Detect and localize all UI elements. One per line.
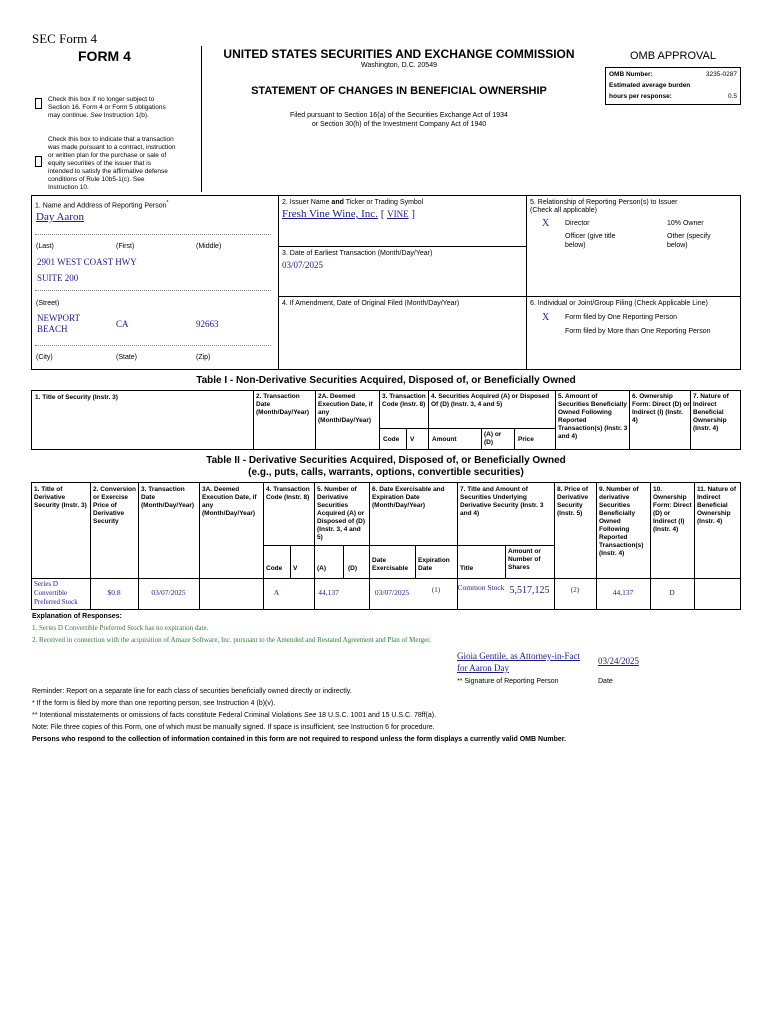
t2-row-exercisable: 03/07/2025 xyxy=(374,588,410,597)
director-mark[interactable]: X xyxy=(542,218,550,229)
one-person-label: Form filed by One Reporting Person xyxy=(565,314,678,321)
divider xyxy=(526,195,527,370)
explanation-title: Explanation of Responses: xyxy=(32,613,122,620)
t2-col-exercisable: 6. Date Exercisable and Expiration Date (Month/Day/Year) xyxy=(372,486,445,509)
relationship-label: 5. Relationship of Reporting Person(s) to Issuer xyxy=(530,199,678,206)
issuer-value: Fresh Vine Wine, Inc. [ VINE ] xyxy=(282,208,416,220)
zip-label: (Zip) xyxy=(196,354,211,361)
t1-sub-price: Price xyxy=(518,436,534,443)
t2-col-ownership-form: 10. Ownership Form: Direct (D) or Indirect (I) (Instr. 4) xyxy=(653,486,692,533)
issuer-ticker-link[interactable]: VINE xyxy=(387,209,409,219)
signature-date: 03/24/2025 xyxy=(598,656,640,666)
t2-sub-amount-shares: Amount or Number of Shares xyxy=(508,548,541,571)
t2-col-underlying: 7. Title and Amount of Securities Underlying Derivative Security (Instr. 3 and 4) xyxy=(460,486,544,517)
t1-col-tx-code: 3. Transaction Code (Instr. 8) xyxy=(382,393,426,408)
t2-col-tx-code: 4. Transaction Code (Instr. 8) xyxy=(266,486,310,501)
footnote-2: 2. Received in connection with the acquisition of Amaze Software, Inc. pursuant to the Amended and Restated Agreement and Plan of Merger. xyxy=(32,636,431,644)
commission-name: UNITED STATES SECURITIES AND EXCHANGE COMMISSION xyxy=(223,47,575,61)
omb-approval-title: OMB APPROVAL xyxy=(630,50,716,62)
divider xyxy=(35,290,271,291)
relationship-sublabel: (Check all applicable) xyxy=(530,207,597,214)
t2-sub-expiration: Expiration Date xyxy=(418,557,450,572)
first-label: (First) xyxy=(116,243,135,250)
t2-sub-title: Title xyxy=(460,565,474,572)
omb-notice: Persons who respond to the collection of information contained in this form are not required to respond unless the form displays a currently valid OMB Number. xyxy=(32,736,567,743)
t1-col-nature: 7. Nature of Indirect Beneficial Ownership (Instr. 4) xyxy=(693,393,729,432)
t2-sub-d: (D) xyxy=(348,565,358,572)
sec-form-label: SEC Form 4 xyxy=(32,31,98,46)
divider xyxy=(278,296,741,297)
one-person-mark[interactable]: X xyxy=(542,312,550,323)
divider xyxy=(35,345,271,346)
city-label: (City) xyxy=(36,354,53,361)
t2-col-nature: 11. Nature of Indirect Beneficial Ownership (Instr. 4) xyxy=(697,486,737,525)
t2-col-title: 1. Title of Derivative Security (Instr. 3) xyxy=(34,486,87,509)
zip-value: 92663 xyxy=(196,319,219,329)
omb-number-value: 3235-0287 xyxy=(705,71,737,78)
amendment-label: 4. If Amendment, Date of Original Filed (Month/Day/Year) xyxy=(282,300,460,307)
earliest-transaction-label: 3. Date of Earliest Transaction (Month/Day/Year) xyxy=(282,250,433,257)
ten-percent-owner-label: 10% Owner xyxy=(667,220,704,227)
filing-label: 6. Individual or Joint/Group Filing (Check Applicable Line) xyxy=(530,300,708,307)
t1-col-tx-date: 2. Transaction Date (Month/Day/Year) xyxy=(256,393,310,416)
t1-sub-v: V xyxy=(410,436,415,443)
reminder-text: Reminder: Report on a separate line for each class of securities beneficially owned directly or indirectly. xyxy=(32,688,352,695)
commission-location: Washington, D.C. 20549 xyxy=(360,62,437,69)
t2-row-tx-date: 03/07/2025 xyxy=(151,588,186,597)
hours-label: hours per response: xyxy=(609,93,672,100)
table2-title: Table II - Derivative Securities Acquired, Disposed of, or Beneficially Owned xyxy=(206,455,566,466)
rule-10b5-text: Check this box to indicate that a transaction was made pursuant to a contract, instruction or written plan for the purchase or sale of equity securities of the issuer that is intended to satisfy the affirmative defense conditions of Rule 10b5-1(c). See Instruction 10. xyxy=(48,136,176,191)
t1-sub-code: Code xyxy=(383,436,400,443)
t2-col-price: 8. Price of Derivative Security (Instr. 5) xyxy=(557,486,589,517)
reporting-person-label: 1. Name and Address of Reporting Person* xyxy=(35,200,169,210)
t2-row-shares: 5,517,125 xyxy=(509,585,550,596)
t2-col-owned: 9. Number of derivative Securities Beneficially Owned Following Reported Transaction(s) (Instr. 4) xyxy=(599,486,644,557)
table2-subtitle: (e.g., puts, calls, warrants, options, convertible securities) xyxy=(248,467,524,478)
statement-title: STATEMENT OF CHANGES IN BENEFICIAL OWNERSHIP xyxy=(251,85,547,97)
reporting-person-name[interactable]: Day Aaron xyxy=(36,211,84,223)
note-copies: Note: File three copies of this Form, one of which must be manually signed. If space is insufficient, see Instruction 6 for procedure. xyxy=(32,724,435,731)
form-title: FORM 4 xyxy=(78,48,131,64)
t1-col-amount-owned: 5. Amount of Securities Beneficially Owned Following Reported Transaction(s) (Instr. 3 and 4) xyxy=(558,393,628,440)
divider xyxy=(278,246,526,247)
state-label: (State) xyxy=(116,354,138,361)
t2-row-form: D xyxy=(669,588,675,597)
t1-col-acquired: 4. Securities Acquired (A) or Disposed Of (D) (Instr. 3, 4 and 5) xyxy=(431,393,550,408)
note-misstatements: ** Intentional misstatements or omissions of facts constitute Federal Criminal Violations See 18 U.S.C. 1001 and 15 U.S.C. 78ff(a). xyxy=(32,712,437,719)
issuer-label: 2. Issuer Name and Ticker or Trading Symbol xyxy=(282,199,424,206)
t2-row-expiration-footnote[interactable]: (1) xyxy=(431,586,441,594)
hours-value: 0.5 xyxy=(727,93,737,100)
divider xyxy=(35,234,271,235)
omb-number-label: OMB Number: xyxy=(609,71,653,78)
address-line-2: SUITE 200 xyxy=(37,273,79,283)
footnote-1: 1. Series D Convertible Preferred Stock has no expiration date. xyxy=(32,624,209,632)
t1-sub-amount: Amount xyxy=(432,436,457,443)
note-multiple-persons: * If the form is filed by more than one reporting person, see Instruction 4 (b)(v). xyxy=(32,700,276,707)
middle-label: (Middle) xyxy=(196,243,222,250)
t2-sub-v: V xyxy=(293,565,298,572)
t2-col-conversion: 2. Conversion or Exercise Price of Derivative Security xyxy=(93,486,136,525)
more-persons-label: Form filed by More than One Reporting Person xyxy=(565,328,711,335)
table1-title: Table I - Non-Derivative Securities Acquired, Disposed of, or Beneficially Owned xyxy=(196,375,576,386)
divider xyxy=(278,195,279,370)
t1-col-ownership-form: 6. Ownership Form: Direct (D) or Indirect (I) (Instr. 4) xyxy=(632,393,690,424)
state-value: CA xyxy=(116,319,129,329)
t2-row-price-footnote[interactable]: (2) xyxy=(570,586,580,594)
other-label: Other (specify below) xyxy=(667,233,711,249)
t1-sub-aord: (A) or (D) xyxy=(484,431,502,446)
t2-col-deemed-date: 3A. Deemed Execution Date, if any (Month/Day/Year) xyxy=(202,486,257,517)
earliest-transaction-value: 03/07/2025 xyxy=(282,260,324,270)
t2-sub-code: Code xyxy=(266,565,283,572)
t2-col-number: 5. Number of Derivative Securities Acquired (A) or Disposed of (D) (Instr. 3, 4 and 5) xyxy=(317,486,366,541)
t2-sub-a: (A) xyxy=(317,565,327,572)
signature-label: ** Signature of Reporting Person xyxy=(457,678,559,685)
address-line-1: 2901 WEST COAST HWY xyxy=(37,257,137,267)
t2-row-owned: 44,137 xyxy=(612,588,634,597)
signature-name: Gioia Gentile, as Attorney-in-Fact for Aaron Day xyxy=(457,651,580,673)
last-label: (Last) xyxy=(36,243,54,250)
burden-label: Estimated average burden xyxy=(609,82,691,89)
rule-10b5-checkbox[interactable] xyxy=(35,156,42,167)
t1-col-title: 1. Title of Security (Instr. 3) xyxy=(35,394,118,401)
t2-sub-date-exercisable: Date Exercisable xyxy=(372,557,409,572)
officer-label: Officer (give title below) xyxy=(565,233,616,249)
date-label: Date xyxy=(598,678,613,685)
no-longer-subject-text: Check this box if no longer subject to Section 16. Form 4 or Form 5 obligations may continue. See Instruction 1(b). xyxy=(48,96,166,119)
reporting-section xyxy=(31,195,741,370)
t1-col-deemed-date: 2A. Deemed Execution Date, if any (Month/Day/Year) xyxy=(318,393,373,424)
t2-row-a: 44,137 xyxy=(318,588,339,597)
no-longer-subject-checkbox[interactable] xyxy=(35,98,42,109)
t2-row-code: A xyxy=(273,588,280,597)
filed-pursuant-1: Filed pursuant to Section 16(a) of the Securities Exchange Act of 1934 xyxy=(290,112,508,119)
t2-row-title: Common Stock xyxy=(457,583,505,592)
street-label: (Street) xyxy=(36,300,60,307)
t2-row-price: $0.8 xyxy=(107,588,121,597)
filed-pursuant-2: or Section 30(h) of the Investment Company Act of 1940 xyxy=(311,121,487,128)
city-value: NEWPORT BEACH xyxy=(37,313,80,334)
director-label: Director xyxy=(565,220,590,227)
issuer-name-link[interactable]: Fresh Vine Wine, Inc. xyxy=(282,208,378,220)
t2-col-tx-date: 3. Transaction Date (Month/Day/Year) xyxy=(141,486,195,509)
t2-row-security: Series D Convertible Preferred Stock xyxy=(34,580,78,606)
